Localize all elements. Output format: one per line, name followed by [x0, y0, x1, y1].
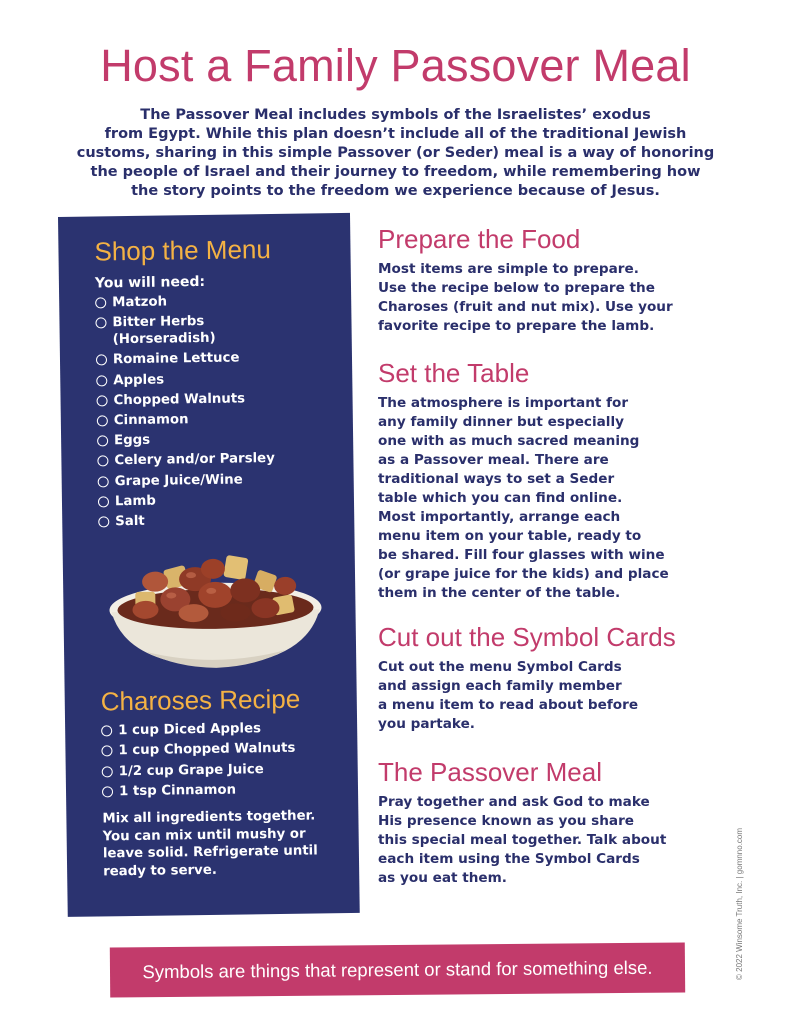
intro-line: customs, sharing in this simple Passover (or Seder) meal is a way of honoring: [76, 145, 715, 161]
section-symbol-cards: [378, 622, 718, 734]
list-item: [96, 348, 352, 369]
list-item-label: Chopped Walnuts: [113, 391, 246, 408]
list-item: [97, 449, 353, 470]
body-line: Cut out the menu Symbol Cards: [378, 659, 622, 675]
symbols-banner: Symbols are things that represent or stand for something else.: [110, 942, 685, 997]
list-item-label: Lamb: [114, 493, 156, 509]
list-item: [102, 760, 358, 781]
need-label: You will need:: [94, 273, 206, 292]
section-passover-meal: [378, 757, 718, 888]
body-line: each item using the Symbol Cards: [378, 851, 640, 867]
checkbox-circle-icon: [97, 435, 108, 446]
body-line: Most items are simple to prepare.: [378, 261, 639, 277]
body-line: you partake.: [378, 716, 475, 732]
list-item-label: 1/2 cup Grape Juice: [118, 762, 264, 780]
list-item-label: Romaine Lettuce: [112, 350, 240, 368]
body-line: be shared. Fill four glasses with wine: [378, 547, 665, 563]
list-item: [95, 311, 351, 349]
body-line: as you eat them.: [378, 870, 507, 886]
checkbox-circle-icon: [102, 766, 113, 777]
list-item-label: Apples: [113, 372, 165, 388]
body-line: any family dinner but especially: [378, 414, 624, 430]
body-line: Most importantly, arrange each: [378, 509, 621, 525]
checkbox-circle-icon: [96, 395, 107, 406]
section-body: [378, 394, 718, 603]
list-item: [95, 291, 351, 312]
list-item: [96, 368, 352, 389]
shop-heading: Shop the Menu: [94, 234, 272, 267]
body-line: Use the recipe below to prepare the: [378, 280, 655, 296]
charoses-bowl-illustration: [105, 549, 327, 672]
body-line: favorite recipe to prepare the lamb.: [378, 318, 655, 334]
intro-line: the people of Israel and their journey to freedom, while remembering how: [90, 164, 701, 180]
body-line: and assign each family member: [378, 678, 622, 694]
body-line: one with as much sacred meaning: [378, 433, 640, 449]
body-line: Charoses (fruit and nut mix). Use your: [378, 299, 673, 315]
page-title: Host a Family Passover Meal: [100, 40, 691, 91]
body-line: them in the center of the table.: [378, 585, 621, 601]
list-item-label: Salt: [115, 513, 145, 530]
recipe-heading: Charoses Recipe: [100, 683, 301, 717]
recipe-instructions: Mix all ingredients together. You can mix until mushy or leave solid. Refrigerate until ready to serve.: [102, 808, 318, 880]
body-line: His presence known as you share: [378, 813, 635, 829]
section-heading: Cut out the Symbol Cards: [378, 622, 676, 652]
list-item-label: Matzoh: [112, 294, 168, 311]
body-line: The atmosphere is important for: [378, 395, 629, 411]
shopping-list: [95, 291, 354, 530]
checkbox-circle-icon: [98, 516, 109, 527]
list-item: [97, 429, 353, 450]
section-heading: Set the Table: [378, 358, 530, 388]
body-line: a menu item to read about before: [378, 697, 639, 713]
body-line: table which you can find online.: [378, 490, 623, 506]
list-item-label: Grape Juice/Wine: [114, 471, 243, 489]
section-heading: Prepare the Food: [378, 224, 581, 254]
body-line: as a Passover meal. There are: [378, 452, 609, 468]
checkbox-circle-icon: [98, 496, 109, 507]
intro-line: from Egypt. While this plan doesn’t include all of the traditional Jewish: [104, 126, 687, 142]
intro-line: the story points to the freedom we experience because of Jesus.: [131, 183, 660, 199]
checkbox-circle-icon: [96, 355, 107, 366]
list-item: [101, 739, 357, 760]
body-line: menu item on your table, ready to: [378, 528, 642, 544]
list-item: [96, 389, 352, 410]
intro-line: The Passover Meal includes symbols of the Israelistes’ exodus: [140, 107, 651, 123]
body-line: traditional ways to set a Seder: [378, 471, 615, 487]
checkbox-circle-icon: [98, 476, 109, 487]
body-line: Pray together and ask God to make: [378, 794, 650, 810]
section-prepare-food: [378, 224, 718, 336]
section-heading: The Passover Meal: [378, 757, 602, 787]
checkbox-circle-icon: [97, 415, 108, 426]
section-body: [378, 793, 718, 888]
checkbox-circle-icon: [95, 318, 106, 329]
list-item: [98, 510, 354, 531]
checkbox-circle-icon: [102, 787, 113, 798]
section-body: [378, 260, 718, 336]
checkbox-circle-icon: [101, 725, 112, 736]
recipe-list: [101, 719, 358, 801]
checkbox-circle-icon: [95, 297, 106, 308]
copyright-notice: © 2022 Winsome Truth, Inc. | gomnno.com: [735, 827, 744, 980]
checkbox-circle-icon: [101, 746, 112, 757]
list-item: [97, 409, 353, 430]
list-item-label: Cinnamon: [113, 412, 189, 429]
list-item: [98, 469, 354, 490]
list-item-label: Bitter Herbs (Horseradish): [112, 314, 216, 348]
list-item-label: 1 cup Chopped Walnuts: [118, 741, 296, 759]
list-item: [102, 780, 358, 801]
section-set-table: [378, 358, 718, 603]
section-body: [378, 658, 718, 734]
list-item-label: 1 tsp Cinnamon: [118, 782, 237, 800]
body-line: this special meal together. Talk about: [378, 832, 667, 848]
list-item-label: 1 cup Diced Apples: [118, 721, 262, 739]
menu-panel: [58, 213, 360, 917]
checkbox-circle-icon: [96, 375, 107, 386]
body-line: (or grape juice for the kids) and place: [378, 566, 669, 582]
intro-paragraph: [60, 106, 731, 201]
list-item: [98, 490, 354, 511]
checkbox-circle-icon: [97, 456, 108, 467]
list-item-label: Eggs: [114, 432, 151, 449]
list-item: [101, 719, 357, 740]
list-item-label: Celery and/or Parsley: [114, 451, 275, 469]
